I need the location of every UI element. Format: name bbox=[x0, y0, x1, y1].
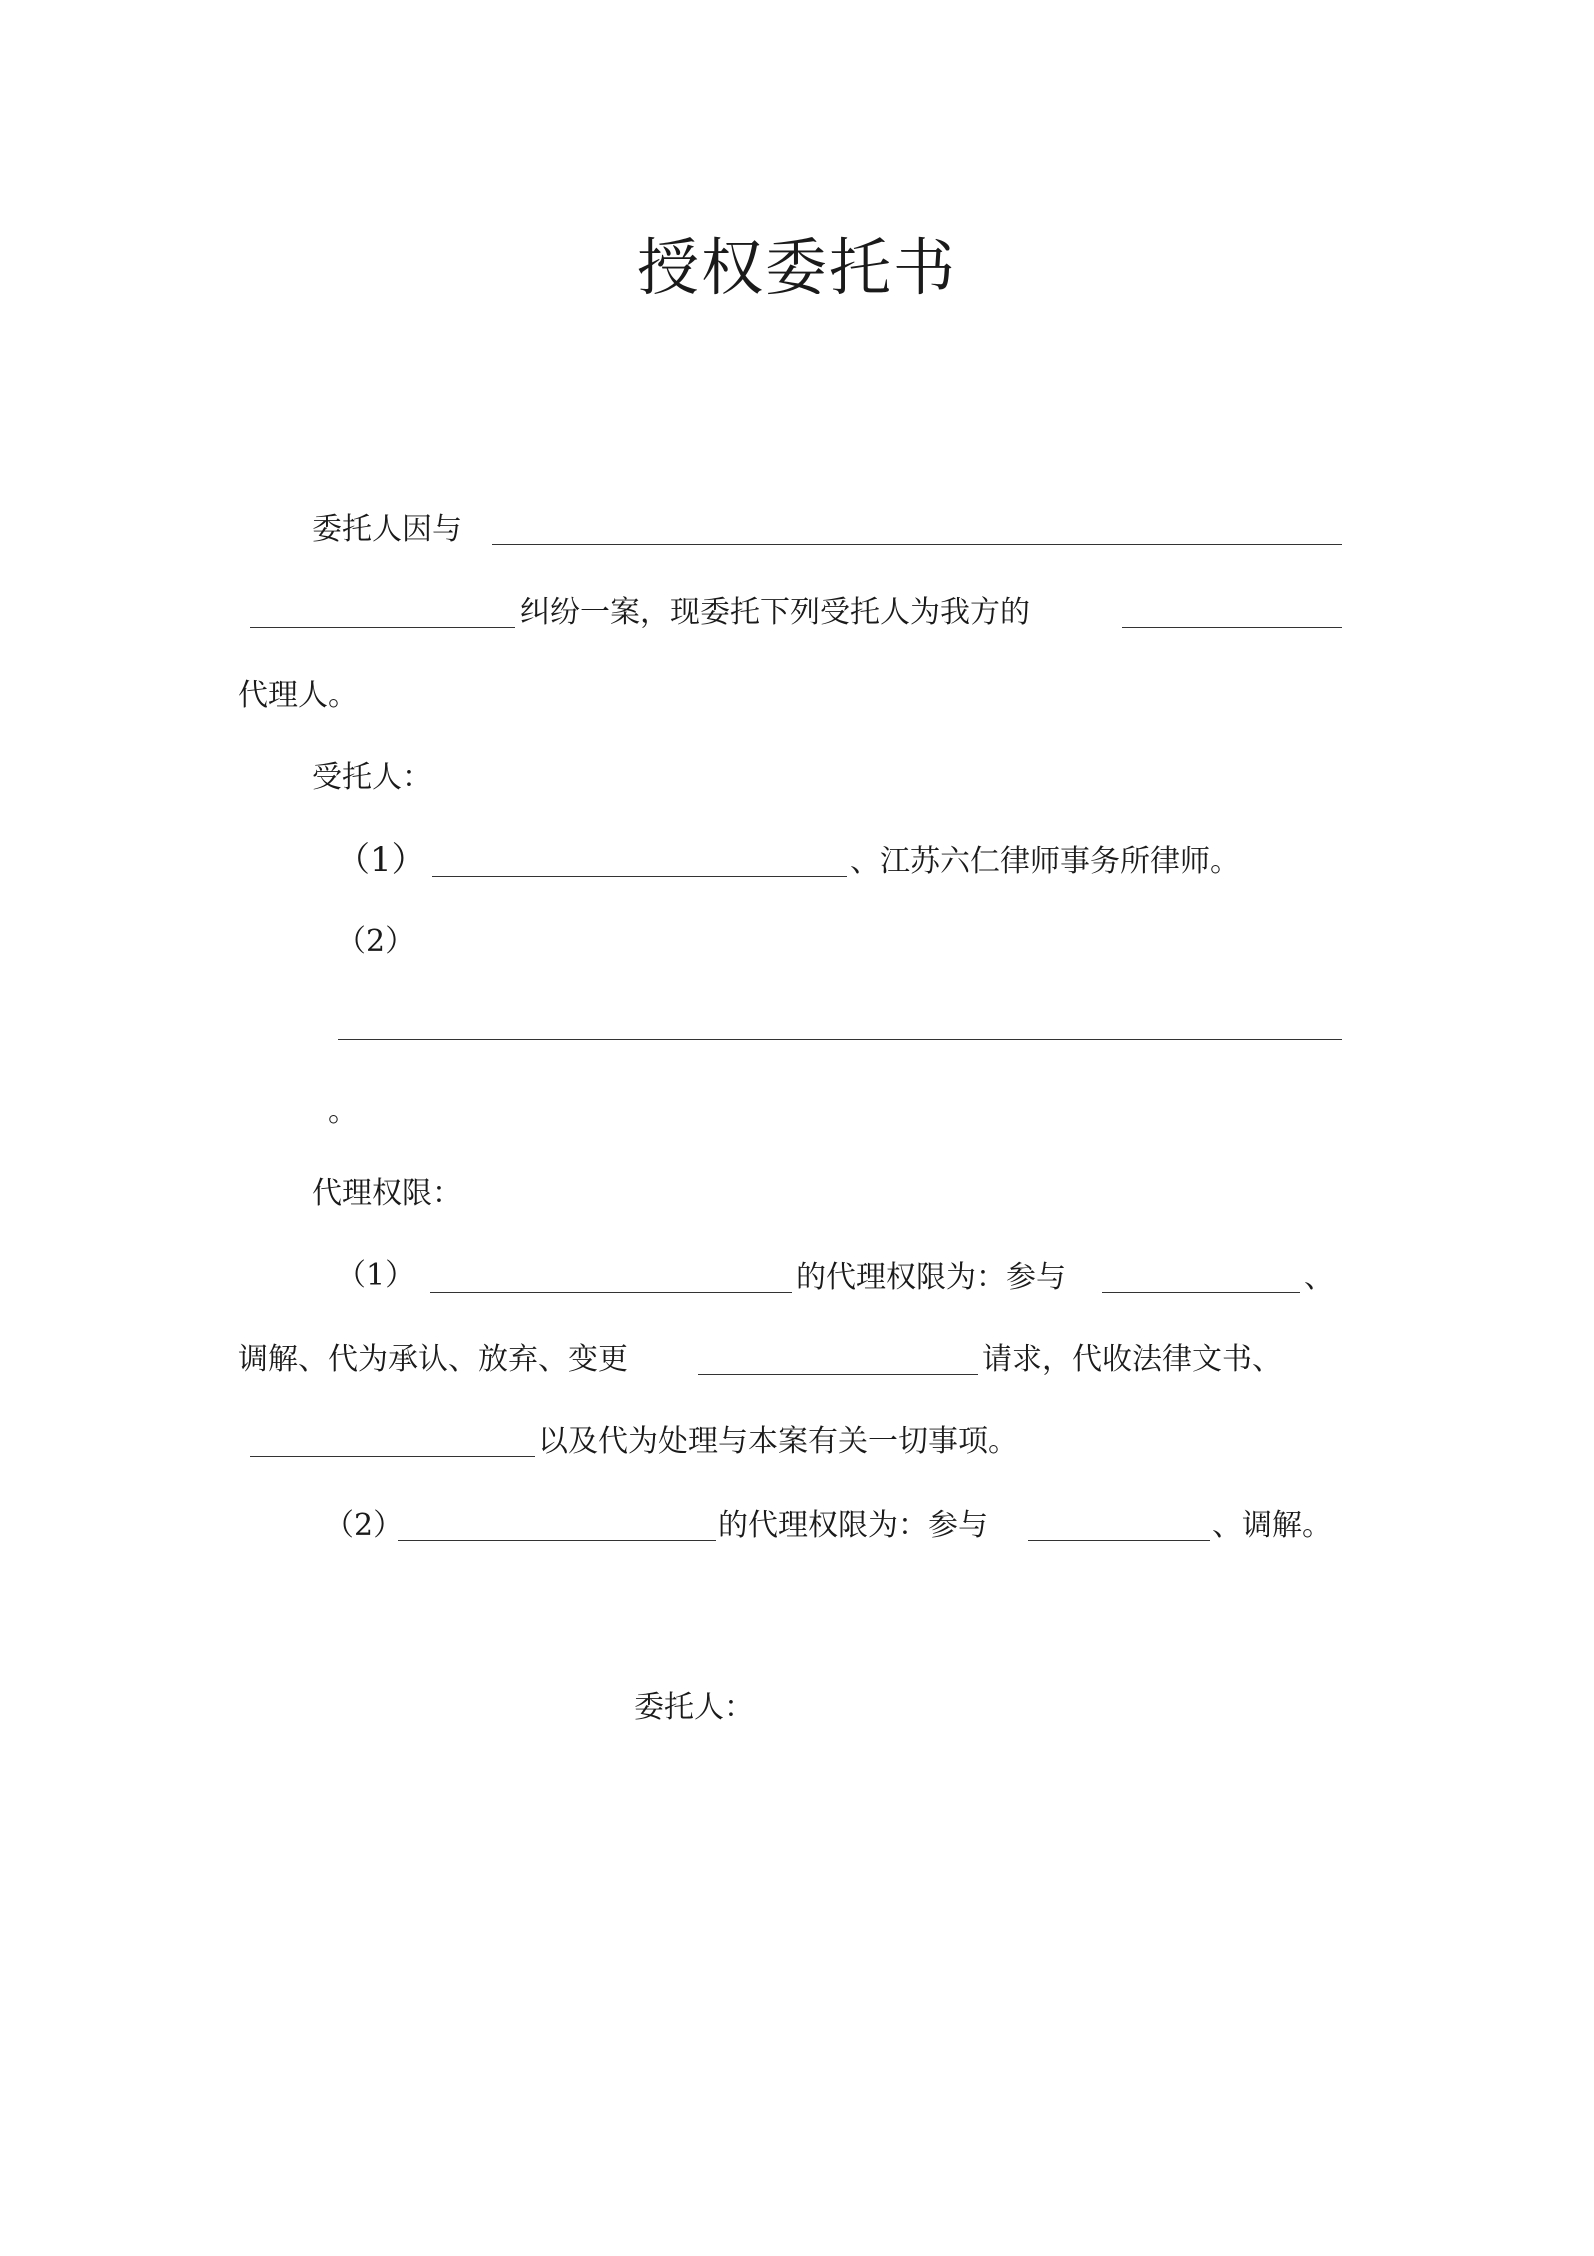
authority-2-marker: （2） bbox=[324, 1508, 404, 1543]
intro-label: 委托人因与 bbox=[312, 512, 462, 547]
authority-2-part2: 、调解。 bbox=[1212, 1508, 1332, 1543]
authority-1-marker: （1） bbox=[336, 1258, 416, 1293]
agent-type-blank[interactable] bbox=[1122, 627, 1342, 628]
authority-1-participate-blank[interactable] bbox=[1102, 1292, 1300, 1293]
trustee-1-text: 、江苏六仁律师事务所律师。 bbox=[850, 844, 1240, 879]
agent-text: 代理人。 bbox=[238, 678, 358, 713]
document-title: 授权委托书 bbox=[636, 231, 957, 304]
trustee-heading: 受托人： bbox=[312, 760, 432, 795]
authority-1-change-blank[interactable] bbox=[698, 1374, 978, 1375]
authority-2-participate-blank[interactable] bbox=[1028, 1540, 1210, 1541]
trustee-2-end: 。 bbox=[328, 1094, 358, 1129]
trustee-2-marker: （2） bbox=[336, 924, 416, 959]
authority-2-person-blank[interactable] bbox=[398, 1540, 716, 1541]
opposing-party-blank[interactable] bbox=[492, 544, 1342, 545]
authority-1-line2-a: 调解、代为承认、放弃、变更 bbox=[238, 1342, 628, 1377]
dispute-text: 纠纷一案，现委托下列受托人为我方的 bbox=[520, 595, 1030, 630]
dispute-type-blank[interactable] bbox=[250, 627, 515, 628]
trustee-2-name-blank[interactable] bbox=[338, 1039, 1342, 1040]
authority-1-part1: 的代理权限为：参与 bbox=[796, 1260, 1066, 1295]
authority-1-person-blank[interactable] bbox=[430, 1292, 792, 1293]
trustee-1-marker: （1） bbox=[336, 840, 426, 880]
authority-1-line3: 以及代为处理与本案有关一切事项。 bbox=[538, 1424, 1018, 1459]
authority-heading: 代理权限： bbox=[312, 1176, 462, 1211]
authority-1-part2: 、 bbox=[1304, 1260, 1334, 1295]
authority-1-extra-blank[interactable] bbox=[250, 1456, 535, 1457]
authority-1-line2-b: 请求，代收法律文书、 bbox=[982, 1342, 1282, 1377]
authority-2-part1: 的代理权限为：参与 bbox=[718, 1508, 988, 1543]
trustee-1-name-blank[interactable] bbox=[432, 876, 847, 877]
signature-label: 委托人： bbox=[634, 1690, 754, 1725]
